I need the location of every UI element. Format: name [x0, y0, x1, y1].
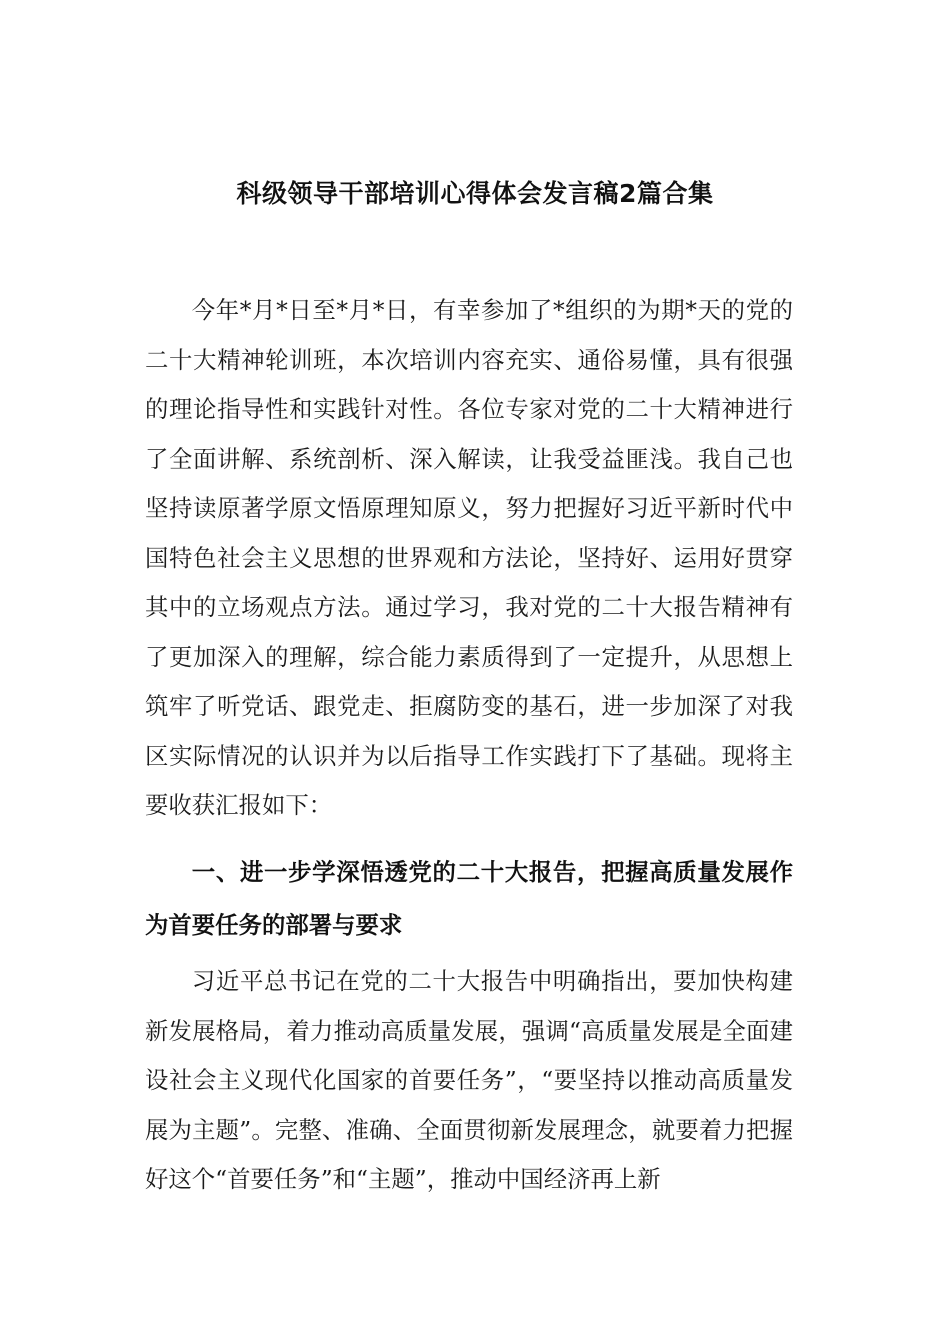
body-paragraph-intro: 今年*月*日至*月*日，有幸参加了*组织的为期*天的党的二十大精神轮训班，本次培训内容充实、通俗易懂，具有很强的理论指导性和实践针对性。各位专家对党的二十大精神进行了全面讲解、系统剖析、深入解读，让我受益匪浅。我自己也坚持读原著学原文悟原理知原义，努力把握好习近平新时代中国特色社会主义思想的世界观和方法论，坚持好、运用好贯穿其中的立场观点方法。通过学习，我对党的二十大报告精神有了更加深入的理解，综合能力素质得到了一定提升，从思想上筑牢了听党话、跟党走、拒腐防变的基石，进一步加深了对我区实际情况的认识并为以后指导工作实践打下了基础。现将主要收获汇报如下： — [145, 296, 793, 819]
document-title: 科级领导干部培训心得体会发言稿2篇合集 — [236, 178, 714, 208]
body-paragraph-section-1: 习近平总书记在党的二十大报告中明确指出，要加快构建新发展格局，着力推动高质量发展，强调“高质量发展是全面建设社会主义现代化国家的首要任务”，“要坚持以推动高质量发展为主题”。完整、准确、全面贯彻新发展理念，就要着力把握好这个“首要任务”和“主题”，推动中国经济再上新 — [145, 967, 793, 1193]
section-heading-1: 一、进一步学深悟透党的二十大报告，把握高质量发展作为首要任务的部署与要求 — [145, 858, 793, 939]
